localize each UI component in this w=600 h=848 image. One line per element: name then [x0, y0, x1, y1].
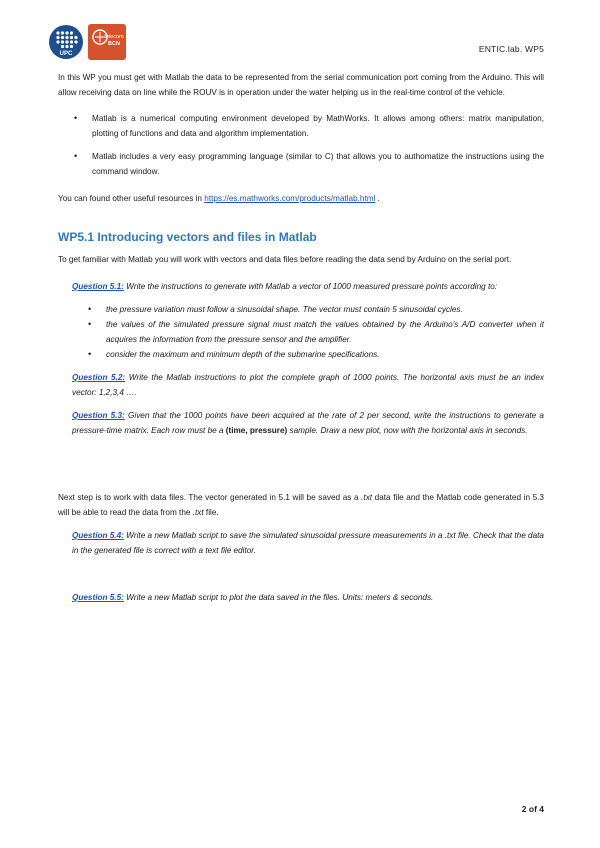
telecom-bcn-logo [88, 24, 126, 60]
page-number: 2 of 4 [521, 804, 544, 814]
question-text [72, 279, 544, 294]
question-emphasis: (time, pressure) [225, 426, 288, 435]
section-heading: WP5.1 Introducing vectors and files in Matlab [58, 230, 317, 244]
next-step-text: file. [203, 508, 219, 517]
question-label[interactable]: Question 5.1: [72, 282, 124, 291]
document-content [58, 70, 544, 605]
question-text [72, 590, 544, 605]
question-5-5 [58, 590, 544, 605]
question-body: Write the instructions to generate with Matlab a vector of 1000 measured pressure points according to: [123, 282, 498, 291]
telecom-logo-text: telecom [104, 34, 124, 40]
question-body: sample. Draw a new plot, now with the horizontal axis in seconds. [287, 426, 528, 435]
next-step-text: data file and the Matlab code generated in 5.3 will be able to read the data from the [58, 493, 544, 517]
list-item: • the values of the simulated pressure signal must match the values obtained by the Arduino’s A/D converter when it acquires the information from the pressure sensor and the amplifier. [106, 317, 544, 347]
section-intro-paragraph: To get familiar with Matlab you will work with vectors and data files before reading the data send by Arduino on the serial port. [58, 255, 512, 264]
matlab-resources-link[interactable]: https://es.mathworks.com/products/matlab.html [204, 194, 376, 203]
question-5-1-bullets [72, 302, 544, 362]
question-body: Given that the 1000 points have been acquired at the rate of 2 per second, write the instructions to generate a pressure-time matrix. Each row must be a [72, 411, 544, 435]
question-5-3 [58, 408, 544, 438]
resources-paragraph [58, 191, 544, 206]
question-label[interactable]: Question 5.4: [72, 531, 124, 540]
next-step-paragraph [58, 490, 544, 520]
file-extension: .txt [192, 508, 204, 517]
question-text [72, 370, 544, 400]
document-code: ENTIC.lab. WP5 [478, 44, 544, 54]
upc-logo [48, 24, 84, 60]
question-5-4 [58, 528, 544, 558]
question-body: Write the Matlab instructions to plot the complete graph of 1000 points. The horizontal axis must be an index vector: 1,2,3,4 …. [72, 373, 544, 397]
resources-prefix: You can found other useful resources in [58, 194, 205, 203]
question-label[interactable]: Question 5.5: [72, 593, 124, 602]
question-text [72, 528, 544, 558]
intro-bullet-list [58, 111, 544, 179]
question-body: Write a new Matlab script to save the simulated sinusoidal pressure measurements in a .txt file. Check that the data in the generated file is correct with a text file editor. [72, 531, 544, 555]
question-5-2 [58, 370, 544, 400]
question-text [72, 408, 544, 438]
upc-logo-text: UPC [59, 51, 73, 57]
next-step-text: Next step is to work with data files. The vector generated in 5.1 will be saved as a [58, 493, 362, 502]
question-label[interactable]: Question 5.2: [72, 373, 126, 382]
question-5-1 [58, 279, 544, 362]
list-item: • Matlab includes a very easy programming language (similar to C) that allows you to authomatize the instructions using the command window. [92, 149, 544, 179]
bcn-logo-text: BCN [108, 41, 120, 47]
question-label[interactable]: Question 5.3: [72, 411, 125, 420]
list-item: • Matlab is a numerical computing environment developed by MathWorks. It allows among others: matrix manipulation, plotting of functions and data and algorithm implementation. [92, 111, 544, 141]
intro-paragraph: In this WP you must get with Matlab the data to be represented from the serial communication port coming from the Arduino. This will allow receiving data on line while the ROUV is in operation under the water helping us in the real-time control of the vehicle. [58, 73, 544, 97]
resources-suffix: . [375, 194, 380, 203]
question-body: Write a new Matlab script to plot the data saved in the files. Units: meters & seconds. [123, 593, 434, 602]
file-extension: .txt [361, 493, 373, 502]
list-item: • consider the maximum and minimum depth of the submarine specifications. [106, 347, 544, 362]
list-item: • the pressure variation must follow a sinusoidal shape. The vector must contain 5 sinusoidal cycles. [106, 302, 544, 317]
